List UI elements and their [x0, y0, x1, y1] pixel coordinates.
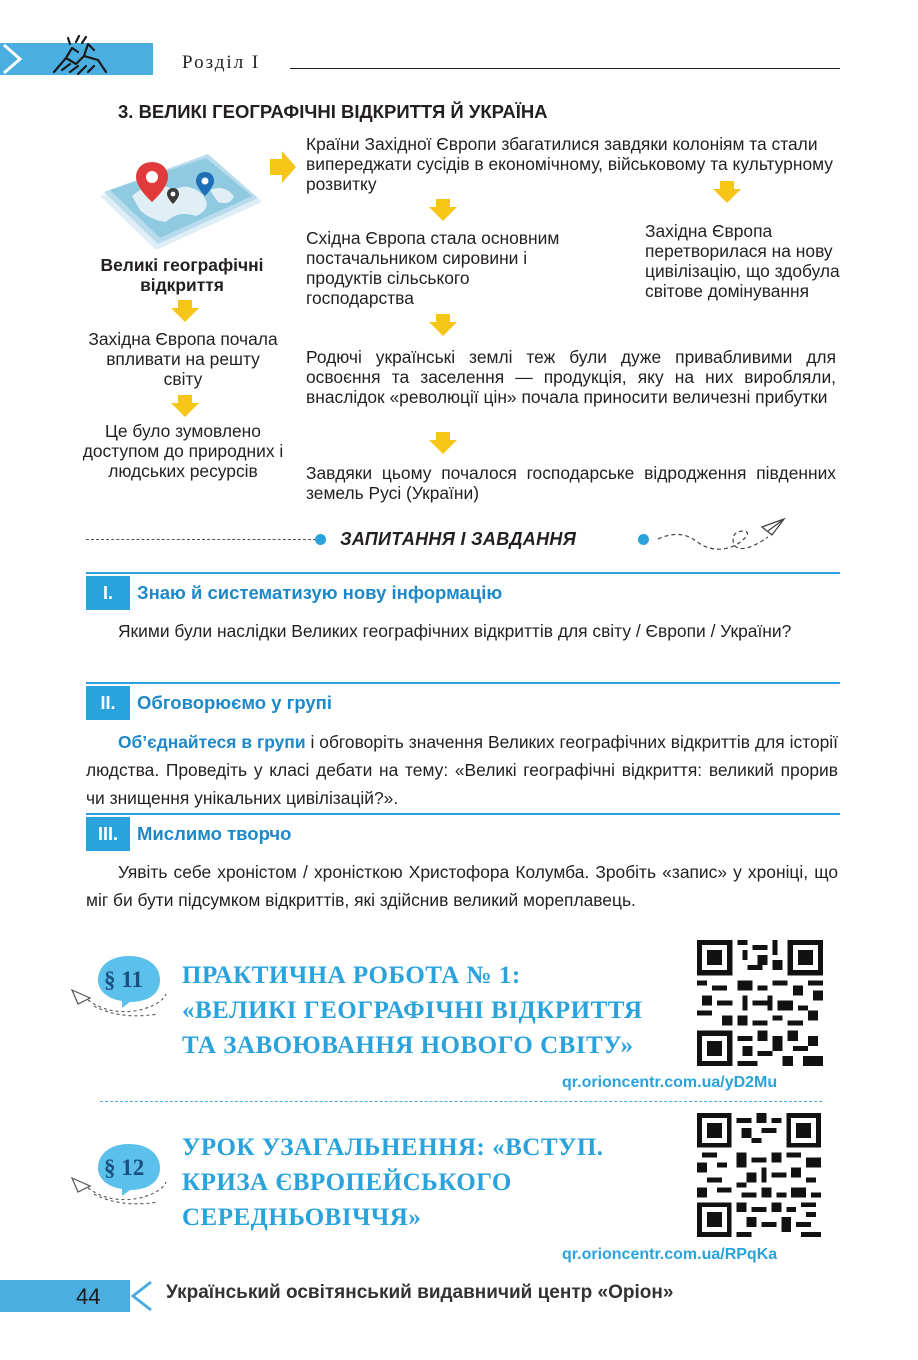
paragraph-title-line: КРИЗА ЄВРОПЕЙСЬКОГО — [182, 1169, 512, 1196]
paragraph-title-line: ПРАКТИЧНА РОБОТА № 1: — [182, 962, 521, 989]
section-heading: Обговорюємо у групі — [137, 692, 332, 713]
paragraph-title-line: СЕРЕДНЬОВІЧЧЯ» — [182, 1204, 422, 1231]
paragraph-title — [182, 1130, 682, 1235]
arrow-down-icon — [171, 395, 199, 417]
diagram-ukraine-box: Родючі українські землі теж були дуже привабливими для освоєння та заселення — продукція, яку на них виробляли, внаслідок «революції цін» почала приносити величезні прибутки — [306, 347, 836, 407]
questions-title: ЗАПИТАННЯ І ЗАВДАННЯ — [340, 529, 577, 549]
section-rule — [86, 813, 840, 815]
section-text-lead: Об’єднайтеся в групи — [118, 732, 306, 752]
paragraph-title — [182, 958, 682, 1063]
section-number: III. — [86, 817, 130, 851]
paragraph-label: § 12 — [104, 1155, 145, 1180]
diagram-left-title: Великі географічні відкриття — [100, 255, 264, 295]
section-rule — [86, 682, 840, 684]
arrow-down-icon — [171, 300, 199, 322]
diagram-left-box2: Це було зумовлено доступом до природних і людських ресурсів — [82, 421, 284, 481]
divider-dot — [638, 534, 649, 545]
diagram-east-box: Східна Європа стала основним постачальником сировини і продуктів сільського господарства — [306, 228, 560, 308]
qr-link[interactable]: qr.orioncentr.com.ua/RPqKa — [562, 1246, 778, 1263]
paper-plane-icon — [650, 515, 790, 555]
page-number: 44 — [76, 1284, 101, 1309]
paragraph-title-line: ТА ЗАВОЮВАННЯ НОВОГО СВІТУ» — [182, 1032, 634, 1059]
diagram-top-box: Країни Західної Європи збагатилися завдяки колоніям та стали випереджати сусідів в економічному, військовому та культурному розвитку — [306, 134, 833, 194]
section-heading: Мислимо творчо — [137, 823, 292, 844]
arrow-down-icon — [713, 181, 741, 203]
qr-code-icon[interactable] — [697, 940, 823, 1066]
arrow-down-icon — [429, 314, 457, 336]
paragraph-title-line: «ВЕЛИКІ ГЕОГРАФІЧНІ ВІДКРИТТЯ — [182, 997, 643, 1024]
handshake-icon — [48, 34, 112, 80]
diagram-left-box1: Західна Європа почала впливати на решту світу — [88, 329, 278, 389]
paper-plane-icon — [70, 1174, 174, 1208]
arrow-right-icon — [270, 151, 296, 183]
diagram-west-box: Західна Європа перетворилася на нову цивілізацію, що здобула світове домінування — [645, 221, 840, 301]
section-text — [86, 728, 838, 812]
section-text: Уявіть себе хроністом / хроністкою Христофора Колумба. Зробіть «запис» у хроніці, що міг би бути підсумком відкриттів, які здійснив великий мореплавець. — [86, 862, 838, 910]
qr-link[interactable]: qr.orioncentr.com.ua/yD2Mu — [562, 1074, 778, 1091]
section-text-body: і обговоріть значення Великих географічних відкриттів для історії людства. Проведіть у класі дебати на тему: «Великі географічні відкриття: великий прорив чи знищення унікальних цивілізацій?». — [86, 732, 839, 808]
chevron-left-icon — [127, 1280, 155, 1312]
map-illustration — [92, 138, 268, 258]
arrow-down-icon — [429, 432, 457, 454]
header-rule — [290, 68, 840, 69]
diagram-result-box: Завдяки цьому почалося господарське відродження південних земель Русі (України) — [306, 463, 836, 503]
paragraph-label: § 11 — [104, 967, 143, 992]
qr-code-icon[interactable] — [697, 1113, 821, 1237]
section-heading: Знаю й систематизую нову інформацію — [137, 582, 503, 603]
section-title: 3. ВЕЛИКІ ГЕОГРАФІЧНІ ВІДКРИТТЯ Й УКРАЇНА — [118, 101, 548, 122]
questions-divider — [86, 539, 316, 540]
chevron-right-icon — [0, 43, 24, 75]
divider-dot — [315, 534, 326, 545]
paper-plane-icon — [70, 986, 174, 1020]
section-number: II. — [86, 686, 130, 720]
arrow-down-icon — [429, 199, 457, 221]
divider-dashed — [100, 1101, 822, 1102]
chapter-label: Розділ I — [182, 52, 261, 73]
section-number: I. — [86, 576, 130, 610]
footer-bar — [0, 1280, 130, 1312]
section-rule — [86, 572, 840, 574]
publisher-name: Український освітянський видавничий центр «Оріон» — [166, 1282, 674, 1303]
section-text: Якими були наслідки Великих географічних відкриттів для світу / Європи / України? — [118, 621, 792, 641]
paragraph-title-line: УРОК УЗАГАЛЬНЕННЯ: «ВСТУП. — [182, 1134, 604, 1161]
